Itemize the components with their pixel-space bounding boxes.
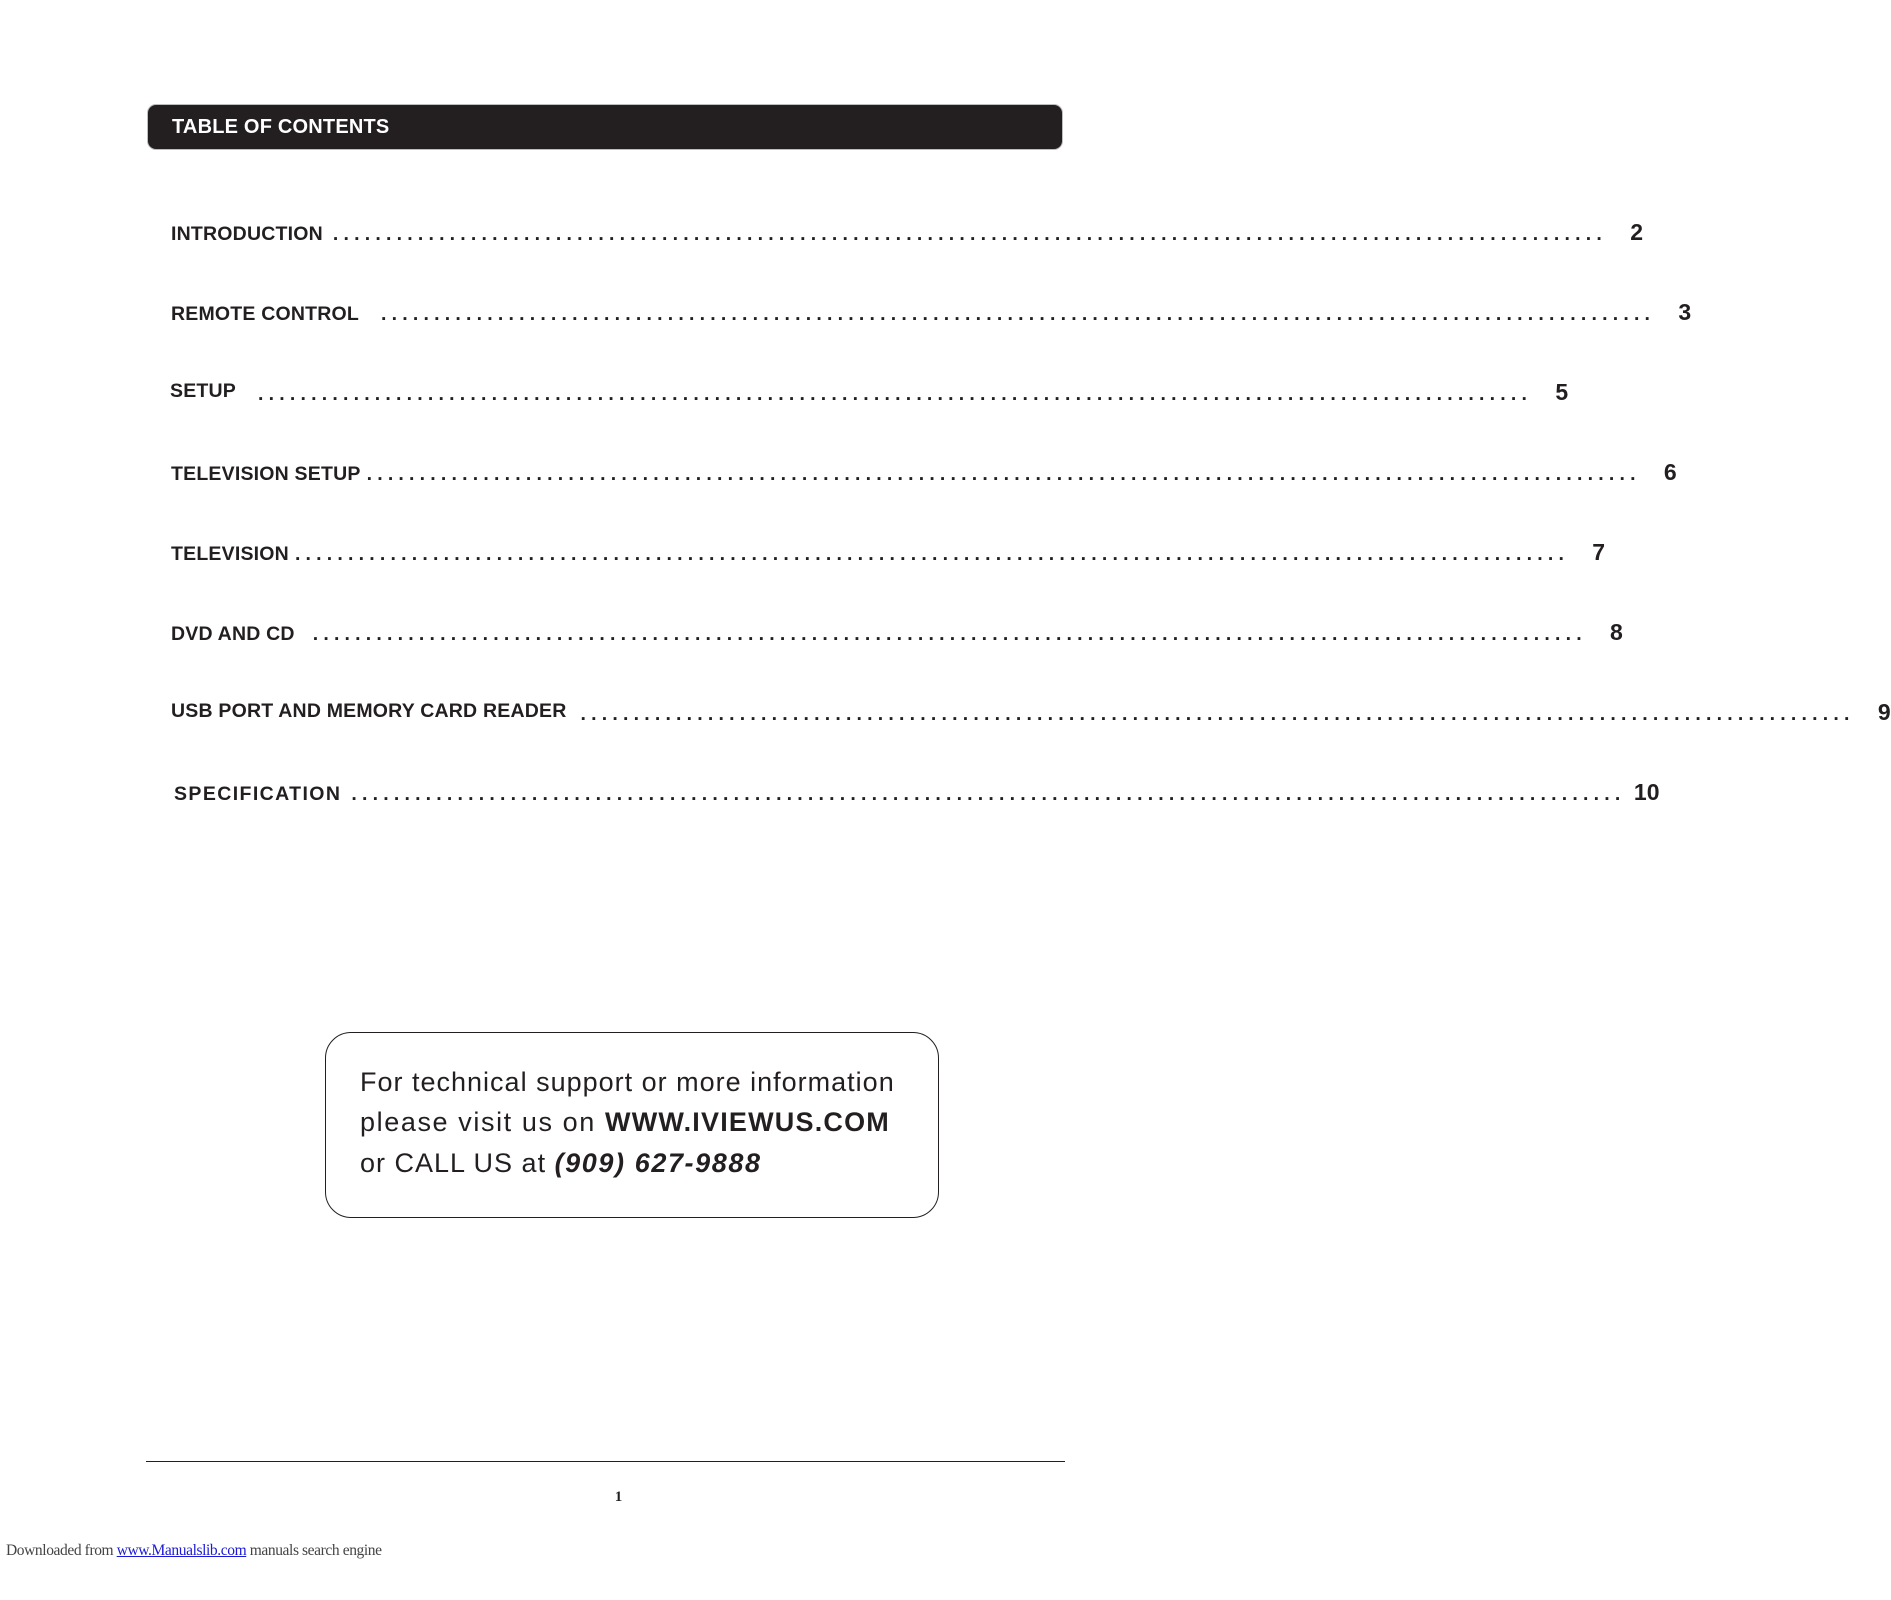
toc-page-number: 10 bbox=[1633, 779, 1660, 805]
page-title: TABLE OF CONTENTS bbox=[172, 116, 390, 138]
toc-entry-usb-port[interactable] bbox=[171, 692, 1891, 726]
toc-entry-specification[interactable] bbox=[174, 772, 1660, 806]
support-call-text: or CALL US at bbox=[360, 1148, 555, 1178]
toc-dot-leader: ........................................................................................................................ bbox=[366, 463, 1641, 485]
toc-entry-television[interactable] bbox=[171, 532, 1606, 566]
support-visit-text: please visit us on bbox=[360, 1107, 606, 1137]
toc-dot-leader: ........................................................................................................................ bbox=[351, 783, 1626, 805]
toc-dot-leader: ........................................................................................................................ bbox=[332, 223, 1608, 245]
toc-page-number: 3 bbox=[1678, 299, 1692, 325]
support-phone-number[interactable]: (909) 627-9888 bbox=[554, 1148, 762, 1178]
toc-page-number: 8 bbox=[1610, 619, 1623, 645]
toc-entry-introduction[interactable] bbox=[171, 212, 1644, 246]
toc-dot-leader: ........................................................................................................................ bbox=[258, 383, 1533, 405]
support-line-3 bbox=[360, 1148, 762, 1179]
toc-page-number: 9 bbox=[1877, 699, 1891, 725]
toc-header-bar bbox=[148, 105, 1062, 149]
toc-entry-label: INTRODUCTION bbox=[171, 223, 323, 245]
toc-dot-leader: ........................................................................................................................ bbox=[381, 303, 1656, 325]
toc-entry-label: DVD AND CD bbox=[171, 623, 295, 645]
toc-dot-leader: ........................................................................................................................ bbox=[580, 703, 1855, 725]
toc-entry-remote-control[interactable] bbox=[171, 292, 1692, 326]
toc-dot-leader: ........................................................................................................................ bbox=[312, 623, 1587, 645]
toc-page-number: 2 bbox=[1630, 219, 1644, 245]
footer-page-number: 1 bbox=[614, 1489, 623, 1505]
toc-page-number: 6 bbox=[1663, 459, 1677, 485]
support-line-2 bbox=[360, 1107, 890, 1138]
download-watermark bbox=[6, 1542, 382, 1560]
toc-entry-label: USB PORT AND MEMORY CARD READER bbox=[171, 700, 567, 722]
support-info-box bbox=[325, 1032, 939, 1218]
watermark-prefix: Downloaded from bbox=[6, 1542, 117, 1559]
footer-divider bbox=[146, 1461, 1065, 1462]
toc-entry-television-setup[interactable] bbox=[171, 452, 1677, 486]
toc-dot-leader: ........................................................................................................................ bbox=[294, 543, 1570, 565]
toc-page-number: 7 bbox=[1592, 539, 1606, 565]
toc-entry-label: SPECIFICATION bbox=[174, 783, 342, 805]
watermark-link[interactable]: www.Manualslib.com bbox=[116, 1542, 247, 1559]
toc-entry-label: TELEVISION bbox=[171, 543, 289, 565]
toc-entry-setup[interactable] bbox=[170, 372, 1569, 406]
support-line-1: For technical support or more information bbox=[360, 1067, 895, 1097]
watermark-suffix: manuals search engine bbox=[246, 1542, 382, 1559]
support-website-link[interactable]: WWW.IVIEWUS.COM bbox=[605, 1107, 890, 1137]
toc-entry-label: REMOTE CONTROL bbox=[171, 303, 360, 325]
toc-entry-dvd-and-cd[interactable] bbox=[171, 612, 1623, 646]
toc-entry-label: TELEVISION SETUP bbox=[171, 463, 361, 485]
toc-entry-label: SETUP bbox=[170, 380, 237, 402]
toc-page-number: 5 bbox=[1555, 379, 1569, 405]
